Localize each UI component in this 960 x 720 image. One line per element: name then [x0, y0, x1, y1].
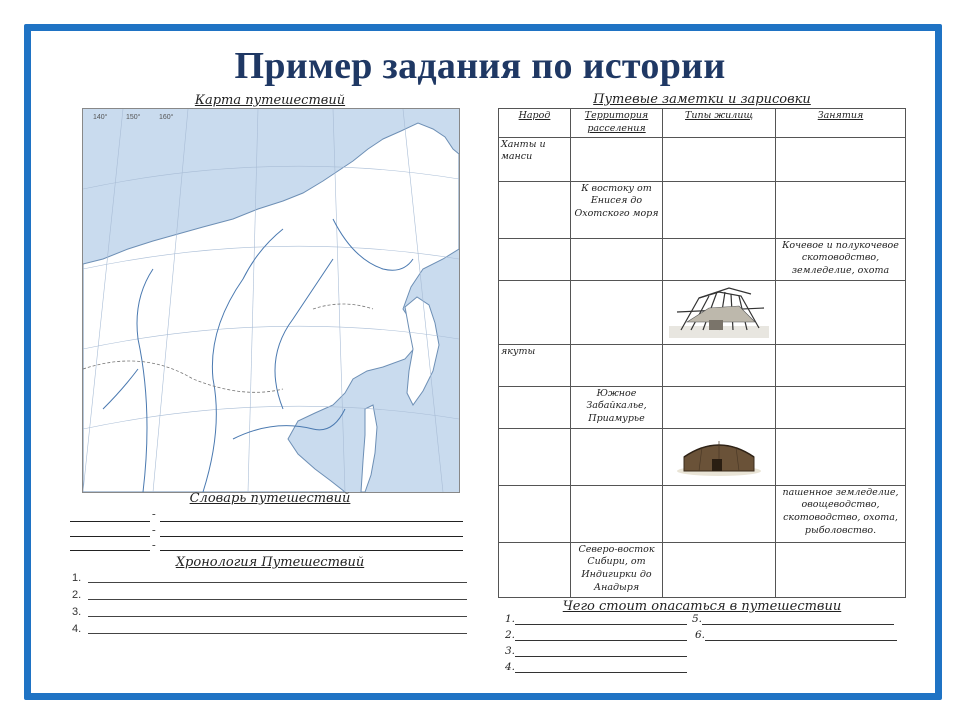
table-row: [499, 485, 906, 542]
cell-dwelling[interactable]: [663, 485, 776, 542]
table-row: [499, 181, 906, 238]
danger-item[interactable]: [505, 661, 687, 673]
dictionary-term-line-2[interactable]: [70, 536, 150, 537]
table-row: [499, 238, 906, 280]
cell-territory[interactable]: [571, 238, 663, 280]
table-row: [499, 386, 906, 428]
dictionary-term-line-1[interactable]: [70, 521, 150, 522]
danger-item[interactable]: [505, 645, 687, 657]
chronology-caption: Хронология Путешествий: [175, 555, 365, 570]
dangers-caption: Чего стоит опасаться в путешествии: [562, 599, 842, 614]
cell-territory[interactable]: [571, 137, 663, 181]
danger-item[interactable]: [695, 629, 897, 641]
map-label-160: 160°: [159, 114, 174, 121]
cell-territory[interactable]: К востоку от Енисея до Охотского моря: [571, 181, 663, 238]
cell-people[interactable]: [499, 280, 571, 344]
cell-people[interactable]: [499, 386, 571, 428]
dictionary-definition-line-1[interactable]: [160, 521, 463, 522]
dictionary-term-line-3[interactable]: [70, 550, 150, 551]
table-row: [499, 428, 906, 485]
danger-number: 1.: [505, 613, 516, 625]
table-header-row: [499, 109, 906, 138]
cell-territory[interactable]: Северо-восток Сибири, от Индигирки до Анадыря: [571, 542, 663, 597]
cell-occupation[interactable]: [776, 181, 906, 238]
map-caption: Карта путешествий: [194, 93, 346, 108]
cell-people[interactable]: [499, 428, 571, 485]
danger-number: 4.: [505, 661, 516, 673]
cell-dwelling[interactable]: [663, 280, 776, 344]
cell-dwelling[interactable]: [663, 344, 776, 386]
cell-people[interactable]: [499, 485, 571, 542]
travel-notes-table: [498, 108, 906, 598]
map-label-150: 150°: [126, 114, 141, 121]
danger-item[interactable]: [505, 629, 687, 641]
cell-occupation[interactable]: [776, 428, 906, 485]
header-dwelling: Типы жилищ: [663, 109, 776, 138]
map-label-140: 140°: [93, 114, 108, 121]
cell-occupation[interactable]: Кочевое и полукочевое скотоводство, земледелие, охота: [776, 238, 906, 280]
cell-dwelling[interactable]: [663, 137, 776, 181]
header-territory: Территория расселения: [571, 109, 663, 138]
dictionary-separator-2: -: [152, 524, 156, 536]
table-row: [499, 280, 906, 344]
table-row: [499, 137, 906, 181]
chronology-number: 4.: [72, 623, 82, 635]
chronology-number: 2.: [72, 589, 82, 601]
cell-territory[interactable]: Южное Забайкалье, Приамурье: [571, 386, 663, 428]
cell-occupation[interactable]: [776, 280, 906, 344]
danger-item[interactable]: [692, 613, 894, 625]
cell-territory[interactable]: [571, 344, 663, 386]
cell-territory[interactable]: [571, 485, 663, 542]
cell-occupation[interactable]: [776, 542, 906, 597]
header-people: Народ: [499, 109, 571, 138]
dictionary-definition-line-2[interactable]: [160, 536, 463, 537]
danger-number: 2.: [505, 629, 516, 641]
dictionary-separator-1: -: [152, 508, 156, 520]
page-title: Пример задания по истории: [234, 45, 726, 87]
cell-dwelling[interactable]: [663, 181, 776, 238]
danger-number: 5.: [692, 613, 703, 625]
cell-people[interactable]: [499, 238, 571, 280]
danger-item[interactable]: [505, 613, 687, 625]
cell-people[interactable]: [499, 181, 571, 238]
cell-territory[interactable]: [571, 280, 663, 344]
danger-number: 3.: [505, 645, 516, 657]
cell-dwelling[interactable]: [663, 238, 776, 280]
map-image: [82, 108, 460, 493]
yurt-frame-drawing: [669, 282, 769, 338]
cell-people[interactable]: Ханты и манси: [499, 137, 571, 181]
cell-territory[interactable]: [571, 428, 663, 485]
chronology-number: 1.: [72, 572, 82, 584]
cell-people[interactable]: якуты: [499, 344, 571, 386]
cell-people[interactable]: [499, 542, 571, 597]
chronology-number: 3.: [72, 606, 82, 618]
contour-map: [83, 109, 459, 492]
dictionary-definition-line-3[interactable]: [160, 550, 463, 551]
dictionary-separator-3: -: [152, 539, 156, 551]
notes-caption: Путевые заметки и зарисовки: [593, 92, 811, 107]
cell-occupation[interactable]: [776, 137, 906, 181]
danger-number: 6.: [695, 629, 706, 641]
cell-occupation[interactable]: [776, 386, 906, 428]
table-row: [499, 542, 906, 597]
header-occupation: Занятия: [776, 109, 906, 138]
dictionary-caption: Словарь путешествий: [189, 491, 351, 506]
cell-occupation[interactable]: пашенное земледелие, овощеводство, скотоводство, охота, рыболовство.: [776, 485, 906, 542]
cell-occupation[interactable]: [776, 344, 906, 386]
yurt-drawing: [674, 431, 764, 477]
cell-dwelling[interactable]: [663, 386, 776, 428]
cell-dwelling[interactable]: [663, 428, 776, 485]
cell-dwelling[interactable]: [663, 542, 776, 597]
table-row: [499, 344, 906, 386]
